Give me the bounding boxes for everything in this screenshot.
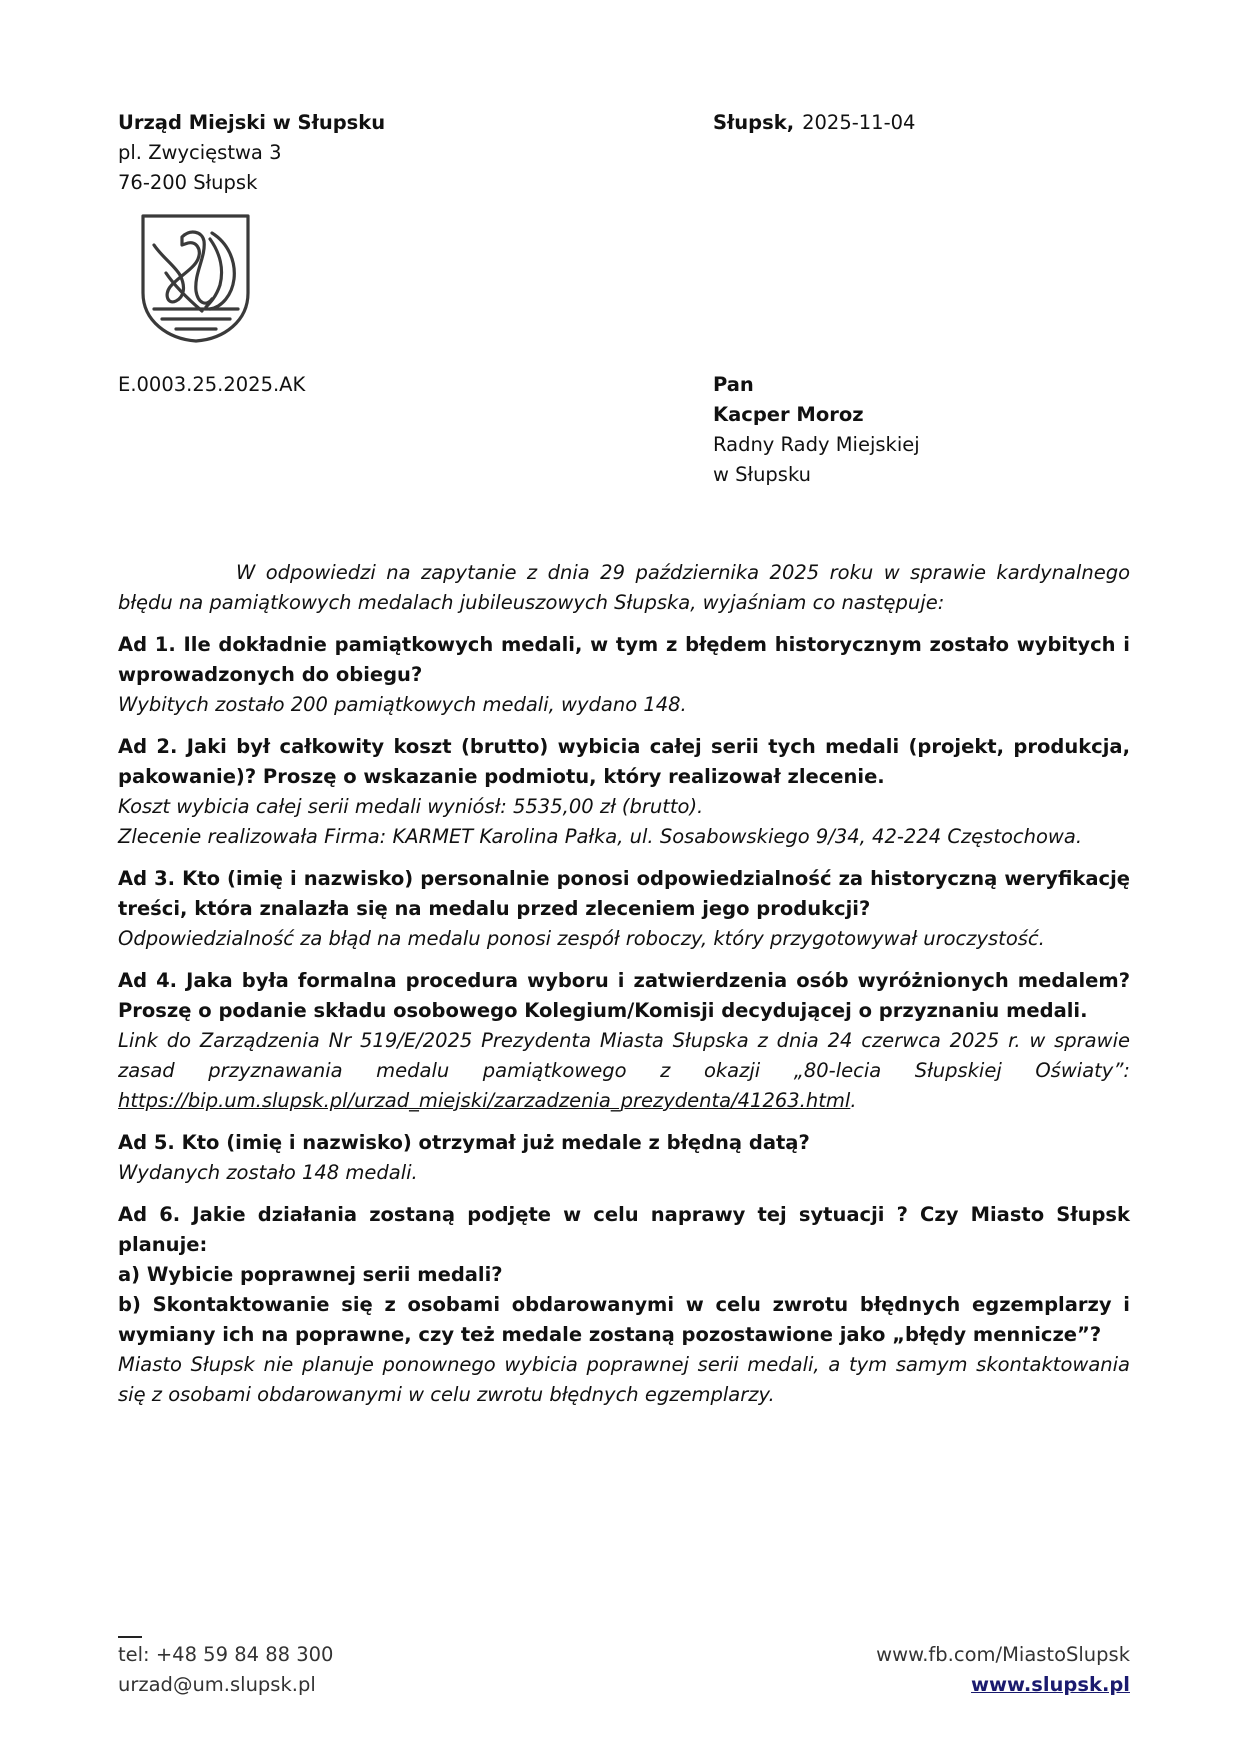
footer-website-link[interactable]: www.slupsk.pl [971, 1673, 1130, 1696]
footer-email[interactable]: urzad@um.slupsk.pl [118, 1673, 316, 1696]
sender-street: pl. Zwycięstwa 3 [118, 141, 282, 164]
sender-city: 76-200 Słupsk [118, 171, 258, 194]
footer-phone: tel: +48 59 84 88 300 [118, 1643, 334, 1666]
letter-body [118, 558, 1130, 1410]
question-6-option-b: b) Skontaktowanie się z osobami obdarowanymi w celu zwrotu błędnych egzemplarzy i wymiany ich na poprawne, czy też medale zostaną pozostawione jako „błędy mennicze”? [118, 1293, 1130, 1346]
recipient-name: Kacper Moroz [713, 403, 864, 426]
question-1: Ad 1. Ile dokładnie pamiątkowych medali, w tym z błędem historycznym zostało wybitych i wprowadzonych do obiegu? [118, 633, 1130, 686]
question-6: Ad 6. Jakie działania zostaną podjęte w celu naprawy tej sytuacji ? Czy Miasto Słupsk planuje: [118, 1203, 1130, 1256]
sender-name: Urząd Miejski w Słupsku [118, 111, 386, 134]
recipient-block [713, 370, 920, 490]
footer-divider [118, 1636, 142, 1638]
intro-paragraph: W odpowiedzi na zapytanie z dnia 29 października 2025 roku w sprawie kardynalnego błędu na pamiątkowych medalach jubileuszowych Słupska, wyjaśniam co następuje: [118, 561, 1130, 614]
ordinance-link[interactable]: https://bip.um.slupsk.pl/urzad_miejski/zarzadzenia_prezydenta/41263.html [118, 1089, 851, 1112]
answer-5: Wydanych zostało 148 medali. [118, 1161, 418, 1184]
footer-web [876, 1640, 1130, 1700]
answer-3: Odpowiedzialność za błąd na medalu ponosi zespół roboczy, który przygotowywał uroczystość. [118, 927, 1045, 950]
question-2: Ad 2. Jaki był całkowity koszt (brutto) wybicia całej serii tych medali (projekt, produkcja, pakowanie)? Proszę o wskazanie podmiotu, który realizował zlecenie. [118, 735, 1130, 788]
letter-date: 2025-11-04 [802, 111, 916, 134]
footer-facebook[interactable]: www.fb.com/MiastoSlupsk [876, 1643, 1130, 1666]
recipient-salutation: Pan [713, 373, 754, 396]
question-5: Ad 5. Kto (imię i nazwisko) otrzymał już medale z błędną datą? [118, 1131, 810, 1154]
answer-2-cost: Koszt wybicia całej serii medali wyniósł: 5535,00 zł (brutto). [118, 795, 704, 818]
footer-contact [118, 1640, 333, 1700]
question-4: Ad 4. Jaka była formalna procedura wyboru i zatwierdzenia osób wyróżnionych medalem? Proszę o podanie składu osobowego Kolegium/Komisji decydującej o przyznaniu medali. [118, 969, 1130, 1022]
place-date [713, 108, 915, 138]
recipient-place: w Słupsku [713, 463, 812, 486]
recipient-title: Radny Rady Miejskiej [713, 433, 920, 456]
answer-2-contractor: Zlecenie realizowała Firma: KARMET Karolina Pałka, ul. Sosabowskiego 9/34, 42-224 Częstochowa. [118, 825, 1083, 848]
slupsk-coat-of-arms-icon [140, 213, 252, 343]
answer-4-suffix: . [850, 1089, 857, 1112]
sender-address [118, 108, 385, 198]
reference-number: E.0003.25.2025.AK [118, 373, 306, 396]
question-3: Ad 3. Kto (imię i nazwisko) personalnie ponosi odpowiedzialność za historyczną weryfikację treści, która znalazła się na medalu przed zleceniem jego produkcji? [118, 867, 1130, 920]
answer-4 [118, 1026, 1130, 1116]
answer-6: Miasto Słupsk nie planuje ponownego wybicia poprawnej serii medali, a tym samym skontaktowania się z osobami obdarowanymi w celu zwrotu błędnych egzemplarzy. [118, 1353, 1130, 1406]
place-city: Słupsk, [713, 111, 795, 134]
answer-1: Wybitych zostało 200 pamiątkowych medali, wydano 148. [118, 693, 687, 716]
answer-4-text: Link do Zarządzenia Nr 519/E/2025 Prezydenta Miasta Słupska z dnia 24 czerwca 2025 r. w sprawie zasad przyznawania medalu pamiątkowego z okazji „80-lecia Słupskiej Oświaty”: [118, 1029, 1130, 1082]
question-6-option-a: a) Wybicie poprawnej serii medali? [118, 1263, 503, 1286]
